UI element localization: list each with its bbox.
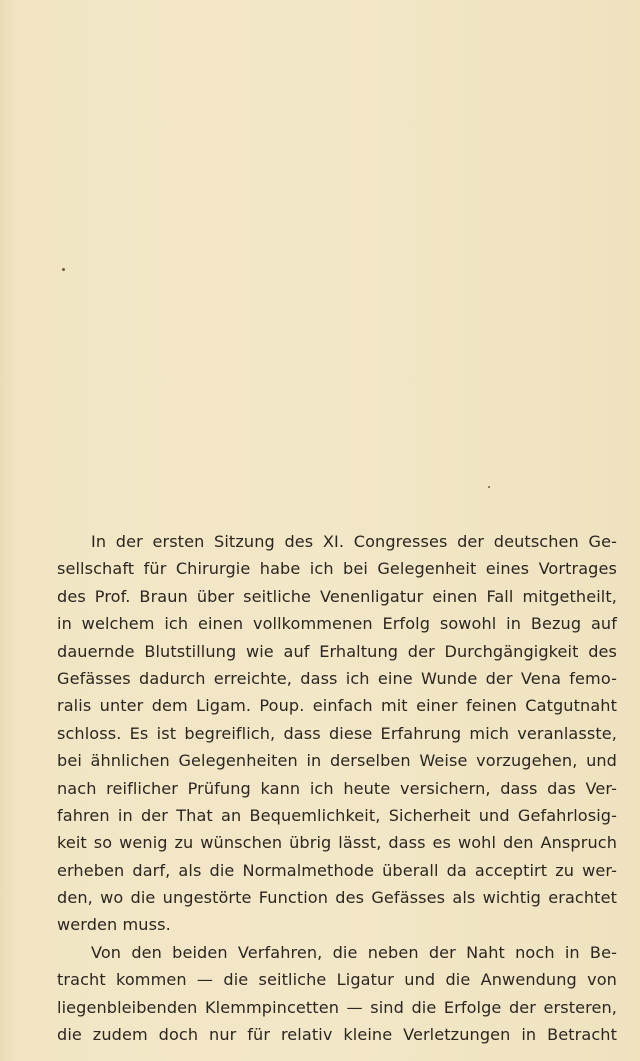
text-line: In der ersten Sitzung des XI. Congresses der deutschen Ge-	[91, 532, 617, 551]
text-line: liegenbleibenden Klemmpincetten — sind die Erfolge der ersteren,	[57, 997, 617, 1017]
text-line: dauernde Blutstillung wie auf Erhaltung der Durchgängigkeit des	[57, 641, 617, 661]
text-line: bei ähnlichen Gelegenheiten in derselben Weise vorzugehen, und	[57, 751, 617, 771]
text-line: erheben darf, als die Normalmethode überall da acceptirt zu wer-	[57, 860, 617, 880]
text-line: Von den beiden Verfahren, die neben der Naht noch in Be-	[91, 942, 617, 962]
text-line: die zudem doch nur für relativ kleine Verletzungen in Betracht	[57, 1025, 617, 1045]
paper-speck	[488, 486, 490, 488]
body-text	[57, 528, 617, 1048]
text-line: sellschaft für Chirurgie habe ich bei Gelegenheit eines Vortrages	[57, 559, 617, 579]
text-line: des Prof. Braun über seitliche Venenligatur einen Fall mitgetheilt,	[57, 586, 617, 606]
text-line: werden muss.	[57, 915, 171, 935]
text-line: ralis unter dem Ligam. Poup. einfach mit einer feinen Catgutnaht	[57, 696, 617, 716]
text-line: keit so wenig zu wünschen übrig lässt, dass es wohl den Anspruch	[57, 833, 617, 853]
paper-speck	[62, 268, 65, 271]
text-line: Gefässes dadurch erreichte, dass ich eine Wunde der Vena femo-	[57, 668, 617, 688]
text-line: fahren in der That an Bequemlichkeit, Sicherheit und Gefahrlosig-	[57, 805, 617, 825]
text-line: nach reiflicher Prüfung kann ich heute versichern, dass das Ver-	[57, 778, 617, 798]
text-line: in welchem ich einen vollkommenen Erfolg sowohl in Bezug auf	[57, 614, 617, 634]
text-line: den, wo die ungestörte Function des Gefässes als wichtig erachtet	[57, 888, 617, 908]
text-line: tracht kommen — die seitliche Ligatur und die Anwendung von	[57, 970, 617, 990]
text-line: schloss. Es ist begreiflich, dass diese Erfahrung mich veranlasste,	[57, 723, 617, 743]
